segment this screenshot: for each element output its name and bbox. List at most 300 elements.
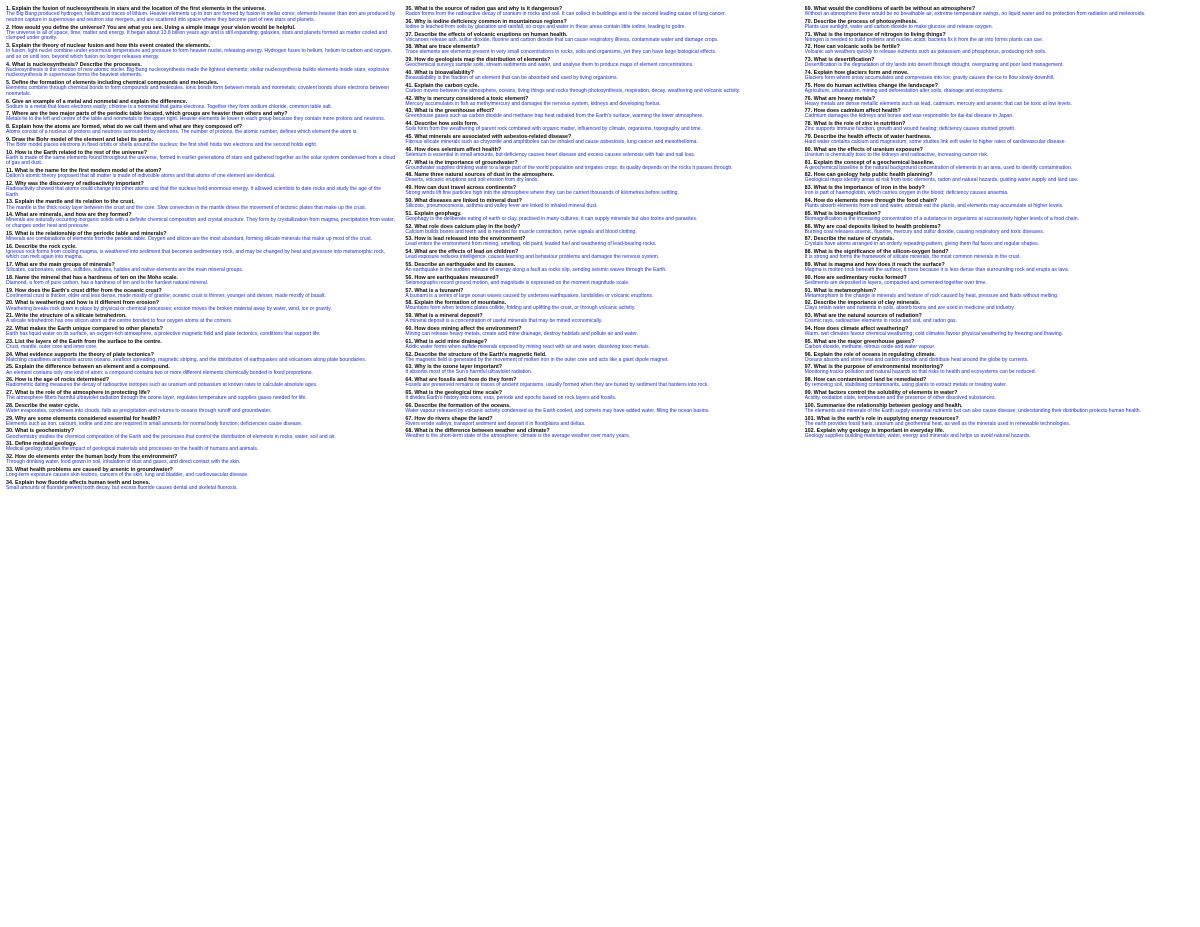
question-entry xyxy=(6,111,395,123)
question-text: 63. Why is the ozone layer important? xyxy=(405,364,503,371)
answer-text: It divides Earth's history into eons, eras, periods and epochs based on rock layers and fossils. xyxy=(405,395,617,401)
question-text: 80. What are the effects of uranium exposure? xyxy=(804,146,923,153)
answer-text: The universe is all of space, time, matter and energy. It began about 13.8 billion years ago and is still expanding; galaxies, stars and planets formed as matter cooled and clumped under gravity. xyxy=(6,29,388,42)
question-entry xyxy=(805,44,1194,56)
question-entry xyxy=(805,326,1194,338)
question-text: 15. What is the relationship of the periodic table and minerals? xyxy=(6,230,167,237)
answer-text: Geophagy is the deliberate eating of earth or clay, practised in many cultures; it can supply minerals but also toxins and parasites. xyxy=(405,215,698,222)
question-entry xyxy=(805,416,1194,428)
answer-text: Biomagnification is the increasing concentration of a substance in organisms at successively higher levels of a food chain. xyxy=(804,215,1080,222)
question-entry xyxy=(405,428,794,440)
question-text: 58. Explain the formation of mountains. xyxy=(405,300,507,307)
question-text: 98. How can contaminated land be remediated? xyxy=(804,377,927,384)
question-text: 84. How do elements move through the food chain? xyxy=(804,197,938,204)
question-text: 97. What is the purpose of environmental monitoring? xyxy=(804,364,944,371)
answer-text: The Bohr model places electrons in fixed orbits or shells around the nucleus; the first shell holds two electrons and the second holds eight. xyxy=(6,141,318,148)
question-entry xyxy=(6,326,395,338)
answer-text: Fossils are preserved remains or traces of ancient organisms, usually formed when they are buried by sediment that hardens into rock. xyxy=(405,382,709,389)
question-text: 74. Explain how glaciers form and move. xyxy=(804,69,909,76)
question-entry xyxy=(805,211,1194,223)
question-text: 28. Describe the water cycle. xyxy=(6,402,80,409)
text-column-3 xyxy=(805,6,1194,923)
question-text: 88. What is the significance of the silicon-oxygen bond? xyxy=(804,249,949,256)
question-text: 5. Define the formation of elements including chemical compounds and molecules. xyxy=(6,80,219,86)
question-text: 70. Describe the process of photosynthesis. xyxy=(804,18,918,25)
question-entry xyxy=(805,313,1194,325)
question-text: 62. Describe the structure of the Earth's magnetic field. xyxy=(405,351,547,358)
question-entry xyxy=(6,62,395,80)
question-text: 89. What is magma and how does it reach the surface? xyxy=(804,261,945,268)
answer-text: Silicosis, pneumoconiosis, asthma and valley fever are linked to inhaled mineral dust. xyxy=(405,203,598,210)
answer-text: Geochemistry studies the chemical composition of the Earth and the processes that control the distribution of elements in rocks, water, soil and air. xyxy=(6,433,336,440)
question-entry xyxy=(405,147,794,159)
question-entry xyxy=(6,231,395,243)
question-text: 100. Summarise the relationship between geology and health. xyxy=(804,402,963,409)
answer-text: Groundwater supplies drinking water to a large part of the world population and irrigates crops; its quality depends on the rocks it passes through. xyxy=(405,164,733,171)
question-entry xyxy=(6,244,395,262)
question-text: 57. What is a tsunami? xyxy=(405,287,464,294)
question-text: 47. What is the importance of groundwater? xyxy=(405,159,518,166)
question-text: 69. What would the conditions of earth be without an atmosphere? xyxy=(804,6,976,12)
question-text: 72. How can volcanic soils be fertile? xyxy=(804,44,900,51)
question-text: 16. Describe the rock cycle. xyxy=(6,243,77,250)
question-entry xyxy=(6,150,395,168)
question-entry xyxy=(6,288,395,300)
answer-text: Clays retain water and nutrients in soils, absorb toxins and are used in medicine and industry. xyxy=(804,305,1015,312)
question-entry xyxy=(805,83,1194,95)
question-text: 9. Draw the Bohr model of the element and label its parts. xyxy=(6,136,154,143)
question-text: 36. Why is iodine deficiency common in mountainous regions? xyxy=(405,18,567,25)
answer-text: Heavy metals are dense metallic elements such as lead, cadmium, mercury and arsenic that can be toxic at low levels. xyxy=(804,100,1072,107)
answer-text: Metals lie to the left and centre of the table and nonmetals to the upper right. Heavier elements lie lower in each group because they contain more protons and neutrons. xyxy=(6,116,386,123)
question-entry xyxy=(6,275,395,287)
question-entry xyxy=(805,172,1194,184)
question-text: 40. What is bioavailability? xyxy=(405,69,474,76)
answer-text: Desertification is the degradation of dry lands into desert through drought, overgrazing and poor land management. xyxy=(804,62,1064,69)
answer-text: Lead enters the environment from mining, smelting, old paint, leaded fuel and weathering of lead-bearing rocks. xyxy=(405,241,657,248)
question-entry xyxy=(805,198,1194,210)
question-entry xyxy=(6,313,395,325)
answer-text: Volcanoes release ash, sulfur dioxide, fluorine and carbon dioxide that can cause respiratory illness, contaminate water and damage crops. xyxy=(405,36,719,43)
answer-text: Soils form from the weathering of parent rock combined with organic matter, influenced by climate, organisms, topography and time. xyxy=(405,126,703,133)
question-entry xyxy=(405,403,794,415)
answer-text: Matching coastlines and fossils across oceans, seafloor spreading, magnetic striping, and the distribution of earthquakes and volcanoes along plate boundaries. xyxy=(6,356,367,363)
question-entry xyxy=(405,339,794,351)
question-entry xyxy=(6,403,395,415)
question-text: 26. How is the age of rocks determined? xyxy=(6,377,110,384)
question-text: 29. Why are some elements considered essential for health? xyxy=(6,415,161,422)
question-entry xyxy=(6,168,395,180)
question-entry xyxy=(6,43,395,61)
question-text: 48. Name three natural sources of dust in the atmosphere. xyxy=(405,172,555,179)
question-text: 94. How does climate affect weathering? xyxy=(804,325,909,332)
question-entry xyxy=(6,212,395,230)
question-text: 83. What is the importance of iron in the body? xyxy=(804,185,925,192)
question-entry xyxy=(6,80,395,98)
question-text: 31. Define medical geology. xyxy=(6,441,77,448)
answer-text: Bioavailability is the fraction of an element that can be absorbed and used by living organisms. xyxy=(405,75,618,82)
question-text: 41. Explain the carbon cycle. xyxy=(405,82,480,89)
question-entry xyxy=(6,124,395,136)
question-entry xyxy=(405,185,794,197)
answer-text: Uranium is chemically toxic to the kidneys and radioactive, increasing cancer risk. xyxy=(804,151,989,158)
question-entry xyxy=(805,19,1194,31)
question-text: 42. Why is mercury considered a toxic element? xyxy=(405,95,529,102)
question-entry xyxy=(405,300,794,312)
question-text: 19. How does the Earth's crust differ from the oceanic crust? xyxy=(6,287,162,294)
question-text: 99. What factors control the solubility of elements in water? xyxy=(804,389,958,396)
answer-text: The mantle is the thick rocky layer between the crust and the core. Slow convection in the mantle drives the movement of tectonic plates that make up the crust. xyxy=(6,204,367,211)
question-text: 71. What is the importance of nitrogen to living things? xyxy=(804,31,946,38)
answer-text: It is strong and forms the framework of silicate minerals, the most common minerals in the crust. xyxy=(804,254,1021,261)
question-entry xyxy=(805,249,1194,261)
answer-text: Oceans absorb and store heat and carbon dioxide and distribute heat around the globe by currents. xyxy=(804,356,1029,363)
question-text: 17. What are the main groups of minerals? xyxy=(6,262,115,269)
question-entry xyxy=(405,224,794,236)
question-text: 50. What diseases are linked to mineral dust? xyxy=(405,197,522,204)
question-text: 20. What is weathering and how is it different from erosion? xyxy=(6,300,160,307)
question-entry xyxy=(6,199,395,211)
question-text: 64. What are fossils and how do they form? xyxy=(405,377,517,384)
answer-text: Selenium is essential in small amounts, but deficiency causes heart disease and excess causes selenosis with hair and nail loss. xyxy=(405,151,696,158)
answer-text: Sediments are deposited in layers, compacted and cemented together over time. xyxy=(804,279,987,286)
question-entry xyxy=(405,364,794,376)
question-text: 6. Give an example of a metal and nonmetal and explain the difference. xyxy=(6,98,188,105)
question-entry xyxy=(805,32,1194,44)
question-entry xyxy=(405,70,794,82)
question-entry xyxy=(805,121,1194,133)
answer-text: Crystals have atoms arranged in an orderly repeating pattern, giving them flat faces and regular shapes. xyxy=(804,241,1040,248)
answer-text: Calcium builds bones and teeth and is needed for muscle contraction, nerve signals and blood clotting. xyxy=(405,228,637,235)
answer-text: Crust, mantle, outer core and inner core. xyxy=(6,343,98,350)
question-text: 66. Describe the formation of the oceans. xyxy=(405,402,511,409)
question-text: 4. What is nucleosynthesis? Describe the processes. xyxy=(6,61,142,68)
question-text: 49. How can dust travel across continents? xyxy=(405,185,517,192)
answer-text: Acidity, oxidation state, temperature and the presence of other dissolved substances. xyxy=(804,395,996,401)
answer-text: Iron is part of haemoglobin, which carries oxygen in the blood; deficiency causes anaemia. xyxy=(804,190,1009,197)
question-text: 75. How do human activities change the landscape? xyxy=(804,82,938,89)
answer-text: Diamond, a form of pure carbon, has a hardness of ten and is the hardest natural mineral. xyxy=(6,279,209,286)
question-text: 95. What are the major greenhouse gases? xyxy=(804,338,915,345)
answer-text: Earth is made of the same elements found throughout the universe, formed in earlier generations of stars and gathered together as the solar system condensed from a cloud of gas and dust. xyxy=(6,154,396,167)
question-text: 93. What are the natural sources of radiation? xyxy=(804,313,922,320)
question-text: 91. What is metamorphism? xyxy=(804,287,877,294)
question-text: 85. What is biomagnification? xyxy=(804,210,881,217)
answer-text: Strong winds lift fine particles high into the atmosphere where they can be carried thousands of kilometres before settling. xyxy=(405,190,679,197)
question-entry xyxy=(6,390,395,402)
answer-text: Water evaporates, condenses into clouds, falls as precipitation and returns to oceans through runoff and groundwater. xyxy=(6,407,272,414)
question-entry xyxy=(405,262,794,274)
question-text: 12. Why was the discovery of radioactivity important? xyxy=(6,180,144,187)
question-entry xyxy=(6,25,395,43)
question-text: 30. What is geochemistry? xyxy=(6,428,75,435)
answer-text: An earthquake is the sudden release of energy along a fault as rocks slip, sending seismic waves through the Earth. xyxy=(405,267,667,274)
answer-text: Silicates, carbonates, oxides, sulfides, sulfates, halides and native elements are the main mineral groups. xyxy=(6,267,244,274)
answer-text: A silicate tetrahedron has one silicon atom at the centre bonded to four oxygen atoms at the corners. xyxy=(6,318,233,325)
question-entry xyxy=(6,441,395,453)
question-entry xyxy=(6,416,395,428)
question-text: 81. Explain the concept of a geochemical baseline. xyxy=(804,159,935,166)
answer-text: Radioactivity showed that atoms could change into other atoms and that the nucleus held enormous energy. It allowed scientists to date rocks and study the age of the Earth. xyxy=(6,186,382,198)
question-text: 46. How does selenium affect health? xyxy=(405,146,502,153)
question-text: 79. Describe the health effects of water hardness. xyxy=(804,133,932,140)
question-text: 52. What role does calcium play in the body? xyxy=(405,223,521,230)
question-text: 86. Why are coal deposits linked to health problems? xyxy=(804,223,941,230)
question-entry xyxy=(405,275,794,287)
question-entry xyxy=(405,44,794,56)
question-text: 32. How do elements enter the human body from the environment? xyxy=(6,454,178,461)
question-text: 61. What is acid mine drainage? xyxy=(405,338,488,345)
question-text: 55. Describe an earthquake and its causes. xyxy=(405,261,516,268)
question-text: 67. How do rivers shape the land? xyxy=(405,415,493,422)
answer-text: Geochemical surveys sample soils, stream sediments and water, and analyse them to produce maps of element concentrations. xyxy=(405,62,694,69)
question-entry xyxy=(805,134,1194,146)
question-text: 27. What is the role of the atmosphere in protecting life? xyxy=(6,390,151,397)
question-entry xyxy=(805,339,1194,351)
question-entry xyxy=(6,377,395,389)
question-text: 34. Explain how fluoride affects human teeth and bones. xyxy=(6,479,151,486)
question-entry xyxy=(805,300,1194,312)
question-entry xyxy=(6,454,395,466)
question-text: 60. How does mining affect the environment? xyxy=(405,325,522,332)
answer-text: Cosmic rays, radioactive elements in rocks and soil, and radon gas. xyxy=(804,318,957,325)
answer-text: Deserts, volcanic eruptions and soil erosion from dry lands. xyxy=(405,177,539,184)
question-entry xyxy=(6,300,395,312)
question-entry xyxy=(405,83,794,95)
answer-text: Carbon dioxide, methane, nitrous oxide and water vapour. xyxy=(804,343,936,350)
question-text: 90. How are sedimentary rocks formed? xyxy=(804,274,907,281)
answer-text: The atmosphere filters harmful ultraviolet radiation through the ozone layer, regulates temperature and supplies gases needed for life. xyxy=(6,395,307,402)
answer-text: Radon forms from the radioactive decay of uranium in rocks and soil. It can collect in buildings and is the second leading cause of lung cancer. xyxy=(405,11,726,18)
question-entry xyxy=(805,364,1194,376)
answer-text: Metamorphism is the change in minerals and texture of rock caused by heat, pressure and fluids without melting. xyxy=(804,292,1059,299)
question-entry xyxy=(405,211,794,223)
answer-text: In fusion, light nuclei combine under enormous temperature and pressure to form heavier nuclei, releasing energy. Hydrogen fuses to helium, helium to carbon and oxygen, and so on until iron, beyond which fusion no longer releases energy. xyxy=(6,48,392,60)
question-text: 37. Describe the effects of volcanic eruptions on human health. xyxy=(405,31,568,38)
answer-text: Glaciers form where snow accumulates and compresses into ice; gravity causes the ice to flow slowly downhill. xyxy=(804,75,1055,82)
question-entry xyxy=(405,121,794,133)
question-text: 25. Explain the difference between an element and a compound. xyxy=(6,364,170,371)
question-entry xyxy=(6,137,395,149)
question-entry xyxy=(805,428,1194,440)
question-text: 102. Explain why geology is important in everyday life. xyxy=(804,428,945,435)
question-entry xyxy=(805,377,1194,389)
answer-text: Volcanic ash weathers quickly to release nutrients such as potassium and phosphorus, producing rich soils. xyxy=(804,49,1047,56)
answer-text: Hard water contains calcium and magnesium; some studies link soft water to higher rates of cardiovascular disease. xyxy=(804,139,1066,146)
question-entry xyxy=(405,288,794,300)
answer-text: Greenhouse gases such as carbon dioxide and methane trap heat radiated from the Earth's surface, warming the lower atmosphere. xyxy=(405,113,704,120)
answer-text: Igneous rock forms from cooling magma, is weathered into sediment that becomes sedimentary rock, and may be changed by heat and pressure into metamorphic rock, which can melt again into magma. xyxy=(6,248,386,261)
question-text: 101. What is the earth's role in supplying energy resources? xyxy=(804,415,959,422)
question-text: 76. What are heavy metals? xyxy=(804,95,876,102)
question-entry xyxy=(805,96,1194,108)
answer-text: Mercury accumulates in fish as methylmercury and damages the nervous system, kidneys and developing foetus. xyxy=(405,100,661,107)
answer-text: Cadmium damages the kidneys and bones and was responsible for itai-itai disease in Japan. xyxy=(804,113,1014,120)
question-text: 38. What are trace elements? xyxy=(405,44,480,51)
answer-text: A mineral deposit is a concentration of useful minerals that may be mined economically. xyxy=(405,318,603,325)
answer-text: By removing soil, stabilising contaminants, using plants to extract metals or treating water. xyxy=(804,382,1008,389)
answer-text: Elements such as iron, calcium, iodine and zinc are required in small amounts for normal body function; deficiencies cause disease. xyxy=(6,420,303,427)
answer-text: Weather is the short-term state of the atmosphere; climate is the average weather over many years. xyxy=(405,433,631,440)
question-text: 13. Explain the mantle and its relation to the crust. xyxy=(6,199,135,206)
question-text: 2. How would you define the universe? You are what you see. Using a simple image your vision would be helpful. xyxy=(6,24,296,31)
answer-text: Trace elements are elements present in very small concentrations in rocks, soils and organisms, yet they can have large biological effects. xyxy=(405,49,717,56)
question-entry xyxy=(805,185,1194,197)
question-text: 10. How is the Earth related to the rest of the universe? xyxy=(6,149,148,156)
question-entry xyxy=(805,6,1194,18)
answer-text: The elements and minerals of the Earth supply essential nutrients but can also cause disease; understanding their distribution protects human health. xyxy=(804,407,1142,414)
answer-text: Mountains form when tectonic plates collide, folding and uplifting the crust, or through volcanic activity. xyxy=(405,305,636,312)
question-entry xyxy=(805,262,1194,274)
question-text: 23. List the layers of the Earth from the surface to the centre. xyxy=(6,338,162,345)
answer-text: Minerals are naturally occurring inorganic solids with a definite chemical composition and crystal structure. They form by crystallization from magma, precipitation from water, or changes under heat and pressure. xyxy=(6,217,395,230)
question-text: 39. How do geologists map the distribution of elements? xyxy=(405,57,551,64)
question-entry xyxy=(405,172,794,184)
question-text: 33. What health problems are caused by arsenic in groundwater? xyxy=(6,466,173,473)
answer-text: Minerals are combinations of elements from the periodic table. Oxygen and silicon are the most abundant, forming silicate minerals that make up most of the crust. xyxy=(6,235,373,242)
answer-text: Agriculture, urbanisation, mining and deforestation alter soils, drainage and ecosystems. xyxy=(804,87,1004,94)
question-text: 21. Write the structure of a silicate tetrahedron. xyxy=(6,313,127,320)
answer-text: Without an atmosphere there would be no breathable air, extreme temperature swings, no liquid water and no protection from radiation and meteoroids. xyxy=(804,11,1146,18)
answer-text: Nucleosynthesis is the creation of new atomic nuclei. Big Bang nucleosynthesis made the lightest elements; stellar nucleosynthesis builds elements inside stars; explosive nucleosynthesis in supernovae forms the heaviest elements. xyxy=(6,66,390,79)
question-text: 65. What is the geological time scale? xyxy=(405,389,503,396)
answer-text: Carbon moves between the atmosphere, oceans, living things and rocks through photosynthesis, respiration, decay, weathering and volcanic activity. xyxy=(405,87,741,94)
question-entry xyxy=(405,416,794,428)
question-entry xyxy=(6,99,395,111)
question-text: 51. Explain geophagy. xyxy=(405,210,462,217)
answer-text: An element contains only one kind of atom; a compound contains two or more different elements chemically bonded in fixed proportions. xyxy=(6,369,313,376)
question-entry xyxy=(6,480,395,492)
answer-text: Dalton's atomic theory proposed that all matter is made of indivisible atoms and that atoms of one element are identical. xyxy=(6,173,276,180)
question-text: 96. Explain the role of oceans in regulating climate. xyxy=(804,351,936,358)
question-entry xyxy=(805,70,1194,82)
question-entry xyxy=(405,96,794,108)
answer-text: Lead exposure reduces intelligence, causes learning and behaviour problems and damages the nervous system. xyxy=(405,254,660,261)
answer-text: Water vapour released by volcanic activity condensed as the Earth cooled, and comets may have added water, filling the ocean basins. xyxy=(405,407,710,414)
answer-text: Nitrogen is needed to build proteins and nucleic acids; bacteria fix it from the air into forms plants can use. xyxy=(804,36,1044,43)
answer-text: Atoms consist of a nucleus of protons and neutrons surrounded by electrons. The number of protons, the atomic number, defines which element the atom is. xyxy=(6,129,358,136)
question-entry xyxy=(805,390,1194,402)
question-text: 24. What evidence supports the theory of plate tectonics? xyxy=(6,351,154,358)
question-entry xyxy=(6,6,395,24)
answer-text: Rivers erode valleys, transport sediment and deposit it in floodplains and deltas. xyxy=(405,420,586,427)
question-entry xyxy=(805,288,1194,300)
question-text: 43. What is the greenhouse effect? xyxy=(405,108,495,115)
question-entry xyxy=(405,32,794,44)
answer-text: Radiometric dating measures the decay of radioactive isotopes such as uranium and potassium at known rates to calculate absolute ages. xyxy=(6,382,318,389)
question-entry xyxy=(405,390,794,402)
question-text: 68. What is the difference between weather and climate? xyxy=(405,428,550,435)
answer-text: Continental crust is thicker, older and less dense, made mostly of granite; oceanic crust is thinner, younger and denser, made mostly of basalt. xyxy=(6,292,326,299)
question-entry xyxy=(805,160,1194,172)
answer-text: The earth provides fossil fuels, uranium and geothermal heat, as well as the minerals used in renewable technologies. xyxy=(804,420,1071,427)
answer-text: A geochemical baseline is the natural background concentration of elements in an area, used to identify contamination. xyxy=(804,164,1073,171)
answer-text: Plants use sunlight, water and carbon dioxide to make glucose and release oxygen. xyxy=(804,23,993,30)
question-entry xyxy=(405,198,794,210)
question-entry xyxy=(6,467,395,479)
question-entry xyxy=(405,57,794,69)
answer-text: Zinc supports immune function, growth and wound healing; deficiency causes stunted growth. xyxy=(804,126,1016,133)
text-column-1 xyxy=(6,6,395,923)
answer-text: Plants absorb elements from soil and water, animals eat the plants, and elements may accumulate at higher levels. xyxy=(804,203,1064,210)
answer-text: Warm, wet climates favour chemical weathering; cold climates favour physical weathering by freezing and thawing. xyxy=(804,331,1063,338)
question-entry xyxy=(405,160,794,172)
answer-text: Acidic water forms when sulfide minerals exposed by mining react with air and water, dissolving toxic metals. xyxy=(405,343,650,350)
question-text: 44. Describe how soils form. xyxy=(405,121,479,128)
answer-text: It absorbs most of the Sun's harmful ultraviolet radiation. xyxy=(405,369,533,376)
question-text: 1. Explain the fusion of nucleosynthesis in stars and the location of the first elements in the universe. xyxy=(6,6,267,12)
answer-text: Fibrous silicate minerals such as chrysotile and amphiboles can be inhaled and cause asbestosis, lung cancer and mesothelioma. xyxy=(405,139,698,146)
answer-text: The Big Bang produced hydrogen, helium and traces of lithium. Heavier elements up to iron are formed by fusion in stellar cores; elements heavier than iron are produced by neutron capture in supernovae and neutron star mergers, and are scattered into space where they become part of new stars and planets. xyxy=(6,11,396,23)
question-text: 92. Describe the importance of clay minerals. xyxy=(804,300,921,307)
question-entry xyxy=(805,403,1194,415)
answer-text: Medical geology studies the impact of geological materials and processes on the health of humans and animals. xyxy=(6,446,259,453)
question-text: 77. How does cadmium affect health? xyxy=(804,108,901,115)
question-text: 53. How is lead released into the environment? xyxy=(405,236,526,243)
answer-text: Earth has liquid water on its surface, an oxygen-rich atmosphere, a protective magnetic field and plate tectonics, conditions that support life. xyxy=(6,331,321,338)
question-entry xyxy=(805,147,1194,159)
question-text: 59. What is a mineral deposit? xyxy=(405,313,483,320)
answer-text: Through drinking water, food grown in soil, inhalation of dust and gases, and direct contact with the skin. xyxy=(6,459,241,466)
answer-text: Geology supplies building materials, water, energy and minerals and helps us avoid natural hazards. xyxy=(804,433,1031,440)
question-text: 45. What minerals are associated with asbestos-related disease? xyxy=(405,133,572,140)
question-entry xyxy=(805,57,1194,69)
answer-text: Magma is molten rock beneath the surface; it rises because it is less dense than surrounding rock and erupts as lava. xyxy=(804,267,1070,274)
question-text: 56. How are earthquakes measured? xyxy=(405,274,499,281)
answer-text: A tsunami is a series of large ocean waves caused by undersea earthquakes, landslides or volcanic eruptions. xyxy=(405,292,654,299)
question-entry xyxy=(805,352,1194,364)
answer-text: Monitoring tracks pollution and natural hazards so that risks to health and ecosystems can be reduced. xyxy=(804,369,1036,376)
question-entry xyxy=(805,275,1194,287)
question-text: 3. Explain the theory of nuclear fusion and how this event created the elements. xyxy=(6,43,211,49)
question-entry xyxy=(405,249,794,261)
question-entry xyxy=(405,352,794,364)
answer-text: Burning coal releases arsenic, fluorine, mercury and sulfur dioxide, causing respiratory and toxic diseases. xyxy=(804,228,1045,235)
question-text: 87. Describe the nature of crystals. xyxy=(804,236,894,243)
question-text: 8. Explain how the atoms are formed, what do we call them and what are they composed of? xyxy=(6,124,243,131)
answer-text: Weathering breaks rock down in place by physical or chemical processes; erosion moves the broken material away by water, wind, ice or gravity. xyxy=(6,305,332,312)
text-column-2 xyxy=(405,6,794,923)
question-entry xyxy=(405,108,794,120)
question-text: 11. What is the name for the first modern model of the atom? xyxy=(6,168,162,175)
question-entry xyxy=(6,339,395,351)
answer-text: Geological maps identify areas at risk from toxic elements, radon and natural hazards, guiding water supply and land use. xyxy=(804,177,1079,184)
question-entry xyxy=(405,19,794,31)
question-entry xyxy=(6,181,395,199)
question-text: 73. What is desertification? xyxy=(804,57,875,64)
answer-text: The magnetic field is generated by the movement of molten iron in the outer core and acts like a giant dipole magnet. xyxy=(405,356,669,363)
question-text: 18. Name the mineral that has a hardness of ten on the Mohs scale. xyxy=(6,274,178,281)
question-text: 78. What is the role of zinc in nutrition? xyxy=(804,121,906,128)
answer-text: Sodium is a metal that loses electrons easily; chlorine is a nonmetal that gains electrons. Together they form sodium chloride, common table salt. xyxy=(6,103,333,110)
answer-text: Long-term exposure causes skin lesions, cancers of the skin, lung and bladder, and cardiovascular disease. xyxy=(6,471,249,478)
question-text: 54. What are the effects of lead on children? xyxy=(405,249,519,256)
question-entry xyxy=(405,134,794,146)
question-entry xyxy=(405,313,794,325)
question-text: 22. What makes the Earth unique compared to other planets? xyxy=(6,326,163,333)
question-entry xyxy=(6,352,395,364)
question-text: 7. Where are the two major parts of the periodic table located, which groups are heavier than others and why? xyxy=(6,111,288,118)
question-entry xyxy=(6,428,395,440)
answer-text: Iodine is leached from soils by glaciation and rainfall, so crops and water in these areas contain little iodine, leading to goitre. xyxy=(405,23,686,30)
answer-text: Mining can release heavy metals, create acid mine drainage, destroy habitats and pollute air and water. xyxy=(405,331,639,338)
question-entry xyxy=(805,236,1194,248)
question-entry xyxy=(805,224,1194,236)
answer-text: Small amounts of fluoride prevent tooth decay, but excess fluoride causes dental and skeletal fluorosis. xyxy=(6,484,238,491)
answer-text: Elements combine through chemical bonds to form compounds and molecules. Ionic bonds form between metals and nonmetals; covalent bonds share electrons between nonmetals. xyxy=(6,85,390,97)
question-text: 82. How can geology help public health planning? xyxy=(804,172,933,179)
answer-text: Seismographs record ground motion, and magnitude is expressed on the moment magnitude scale. xyxy=(405,279,630,286)
